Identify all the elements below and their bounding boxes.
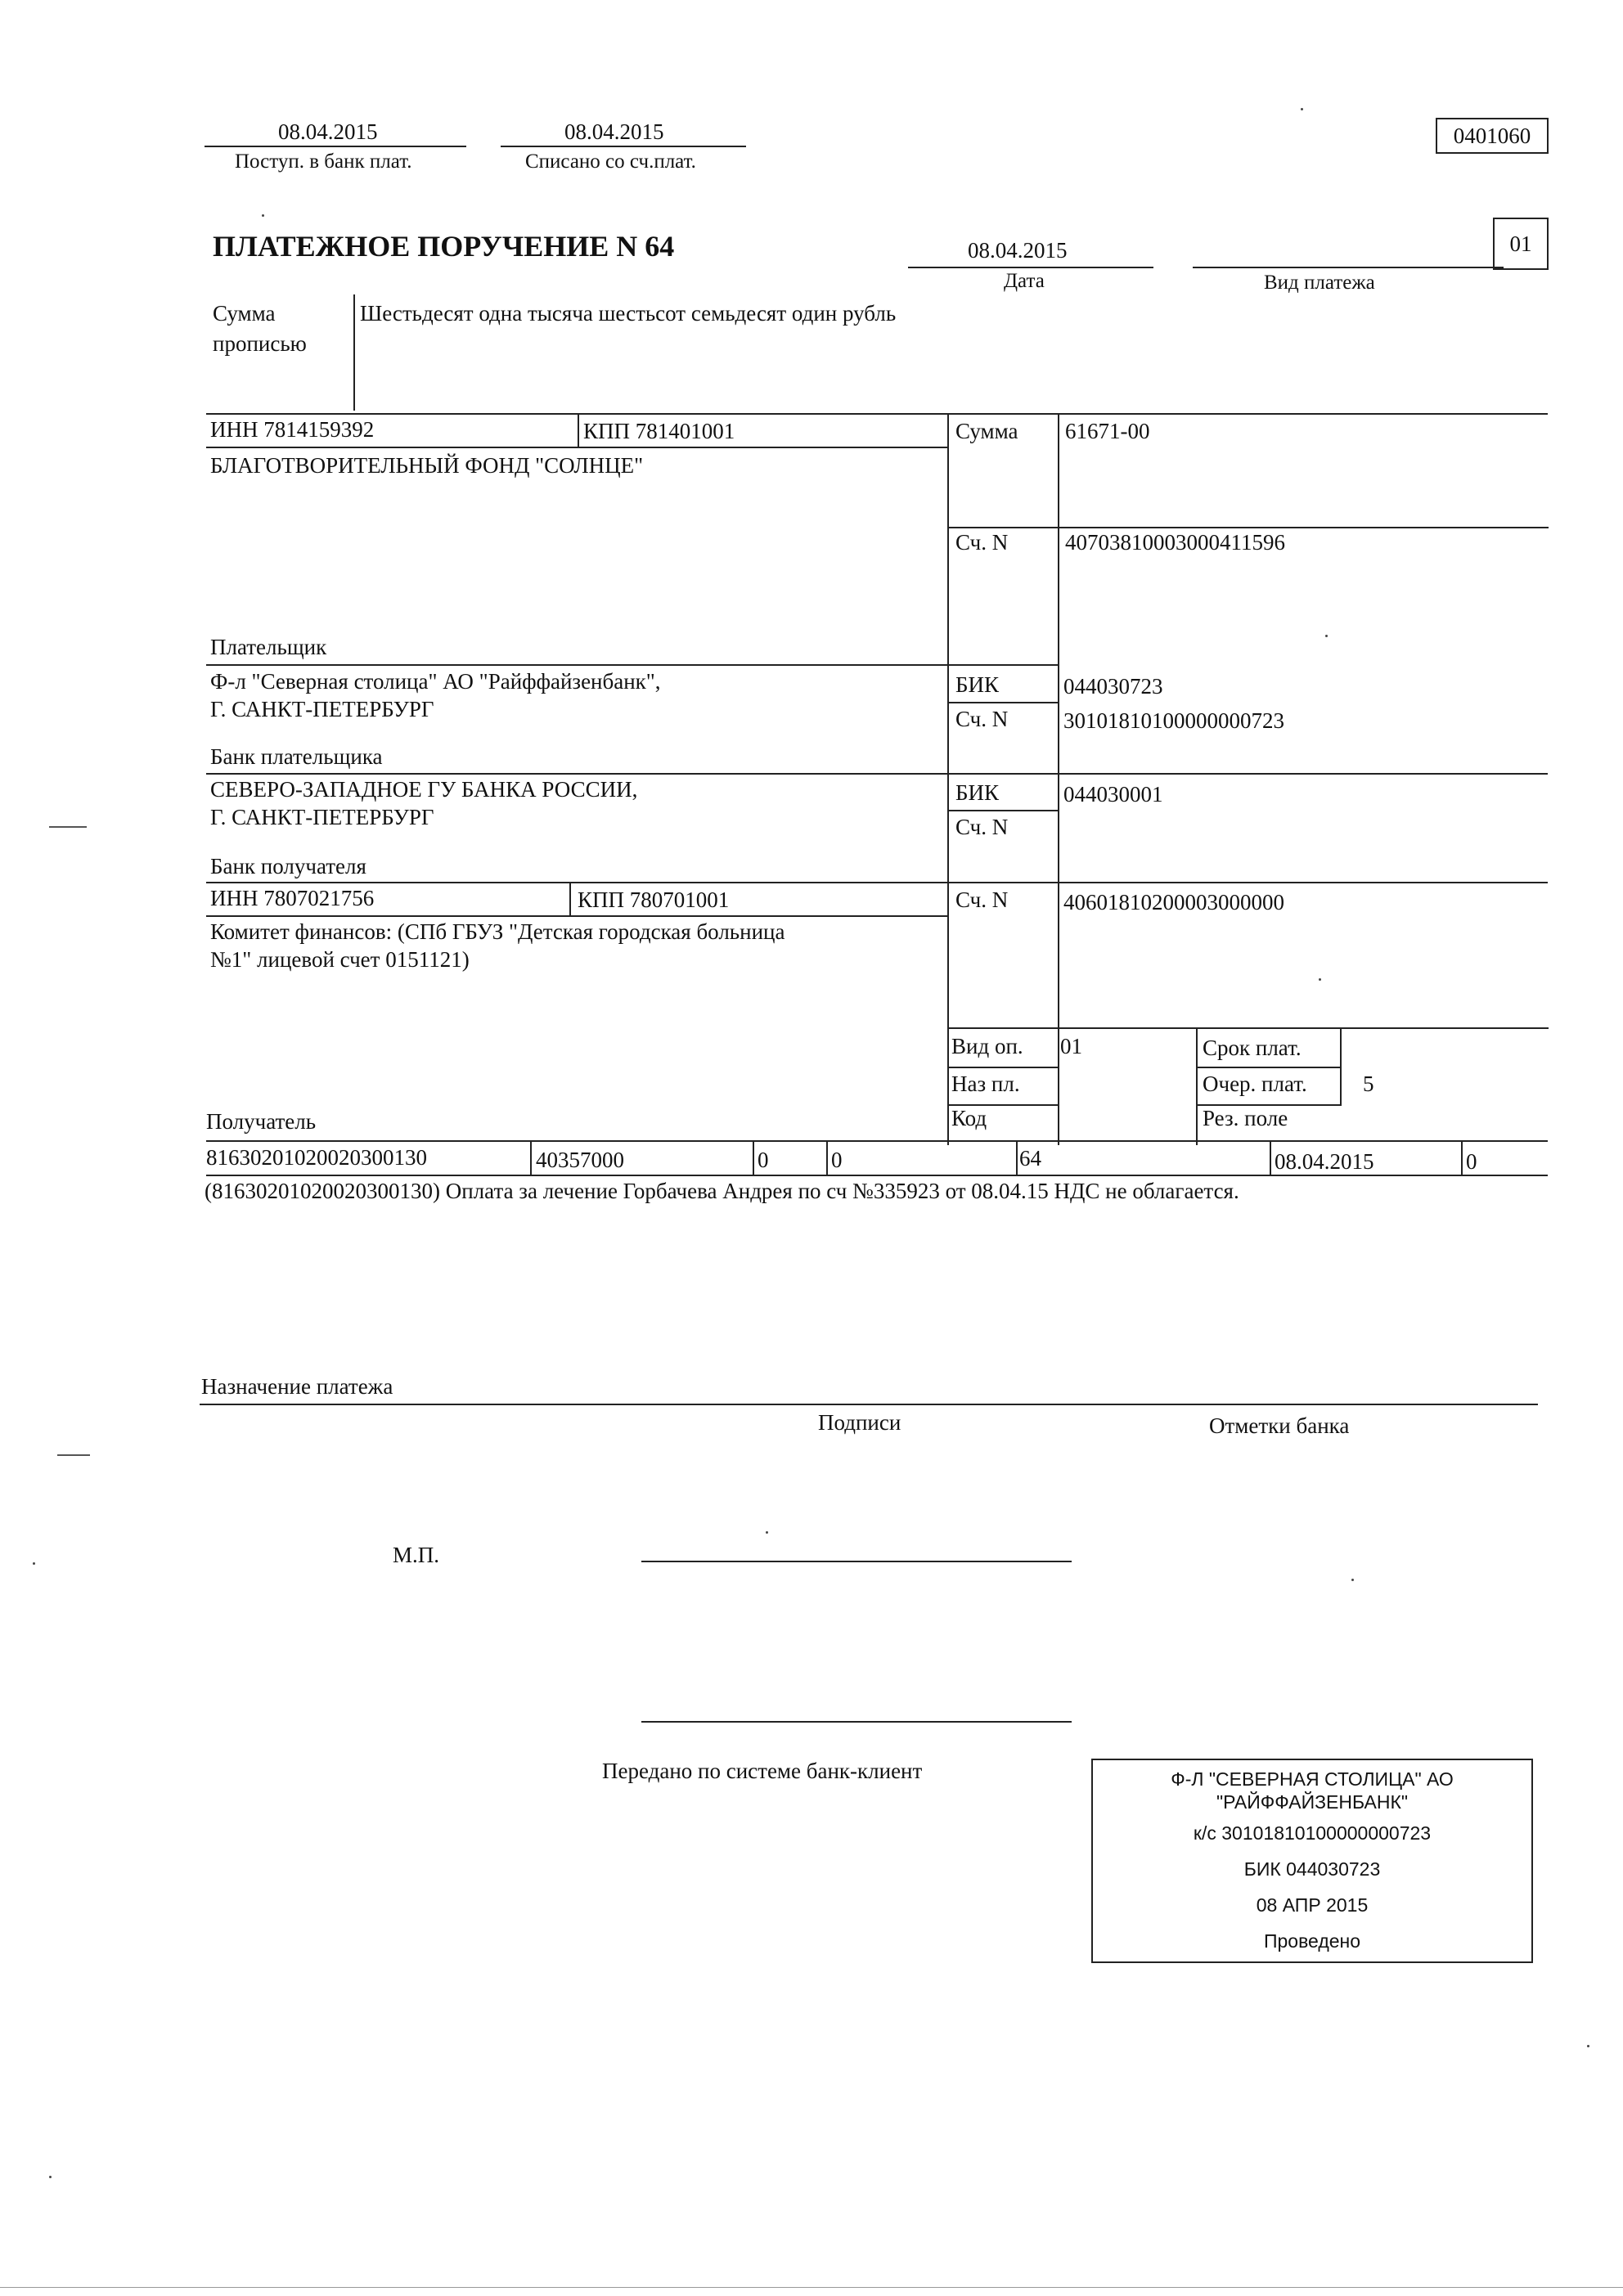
label-received: Поступ. в банк плат. — [235, 151, 412, 173]
tax-field-1: 0 — [758, 1148, 769, 1172]
payee-bank-label: Банк получателя — [210, 854, 366, 878]
tax-kbk: 81630201020020300130 — [206, 1145, 427, 1170]
payer-bank-label: Банк плательщика — [210, 744, 383, 769]
scan-speck — [1587, 2045, 1589, 2047]
rez-pole-label: Рез. поле — [1203, 1106, 1288, 1130]
scan-speck — [1301, 108, 1303, 110]
bank-stamp-line-3: к/с 30101810100000000723 — [1193, 1822, 1432, 1844]
date-label: Дата — [1004, 270, 1045, 292]
bank-marks-label: Отметки банка — [1209, 1413, 1350, 1438]
tax-field-2: 0 — [831, 1148, 843, 1172]
scan-speck — [262, 214, 264, 217]
payee-bank-name-1: СЕВЕРО-ЗАПАДНОЕ ГУ БАНКА РОССИИ, — [210, 777, 638, 802]
payer-kpp-divider — [578, 413, 579, 447]
main-divider-right — [1058, 413, 1059, 1145]
form-code-box — [1436, 118, 1549, 154]
vid-op-label: Вид оп. — [951, 1034, 1023, 1058]
payee-bank-bik-label: БИК — [955, 780, 1000, 805]
payee-account-value: 40601810200003000000 — [1063, 890, 1284, 914]
tax-divider-5 — [1270, 1140, 1271, 1175]
bank-stamp-line-1: Ф-Л "СЕВЕРНАЯ СТОЛИЦА" АО — [1171, 1768, 1454, 1790]
scan-speck — [33, 1562, 35, 1565]
payer-kpp: КПП 781401001 — [583, 419, 735, 443]
bank-stamp-line-2: "РАЙФФАЙЗЕНБАНК" — [1216, 1791, 1409, 1813]
purpose-text: (81630201020020300130) Оплата за лечение Горбачева Андрея по сч №335923 от 08.04.15 НДС не облагается. — [205, 1179, 1239, 1203]
status-code: 01 — [1509, 231, 1532, 256]
payer-account-value: 40703810003000411596 — [1065, 530, 1285, 555]
amount-words-value: Шестьдесят одна тысяча шестьсот семьдесят один рубль — [360, 301, 897, 326]
tax-divider-6 — [1461, 1140, 1463, 1175]
payer-bank-bik-line — [947, 702, 1059, 703]
bank-stamp-line-6: Проведено — [1263, 1930, 1361, 1952]
stamp-place: М.П. — [393, 1543, 440, 1567]
payee-bank-account-label: Сч. N — [955, 815, 1009, 839]
payer-inn-bottom — [206, 447, 949, 448]
payee-top-line — [206, 882, 1548, 883]
signatures-label: Подписи — [818, 1410, 901, 1435]
date-debited: 08.04.2015 — [564, 119, 664, 144]
payee-account-label: Сч. N — [955, 887, 1009, 912]
payee-kpp-divider — [569, 882, 571, 916]
payer-name: БЛАГОТВОРИТЕЛЬНЫЙ ФОНД "СОЛНЦЕ" — [210, 453, 644, 478]
naz-pl-label: Наз пл. — [951, 1072, 1020, 1096]
payee-bottom-line — [206, 1140, 1548, 1142]
scan-speck — [766, 1531, 768, 1534]
payee-name-1: Комитет финансов: (СПб ГБУЗ "Детская городская больница — [210, 919, 785, 944]
payer-bottom-line — [206, 664, 1059, 666]
ocher-plat-value: 5 — [1363, 1072, 1374, 1096]
payee-bank-name-2: Г. САНКТ-ПЕТЕРБУРГ — [210, 805, 434, 829]
bank-stamp — [1091, 1759, 1533, 1963]
signature-line-2 — [641, 1721, 1072, 1723]
tax-divider-4 — [1016, 1140, 1018, 1175]
payment-type-label: Вид платежа — [1264, 272, 1375, 294]
srok-plat-label: Срок плат. — [1203, 1036, 1302, 1060]
payer-bank-name-2: Г. САНКТ-ПЕТЕРБУРГ — [210, 697, 434, 721]
operation-row-line-1 — [947, 1067, 1058, 1068]
amount-words-divider — [353, 294, 355, 411]
bank-stamp-line-5: 08 АПР 2015 — [1256, 1894, 1369, 1916]
amount-words-label-2: прописью — [213, 331, 307, 356]
ocher-plat-label: Очер. плат. — [1203, 1072, 1307, 1096]
purpose-bottom-line — [200, 1404, 1538, 1405]
bank-stamp-line-4: БИК 044030723 — [1243, 1858, 1381, 1880]
payer-bank-name-1: Ф-л "Северная столица" АО "Райффайзенбанк", — [210, 669, 661, 694]
date-received: 08.04.2015 — [278, 119, 378, 144]
amount-words-label-1: Сумма — [213, 301, 276, 326]
page-title: ПЛАТЕЖНОЕ ПОРУЧЕНИЕ N 64 — [213, 230, 675, 263]
sum-bottom-line — [947, 527, 1549, 528]
scan-speck — [49, 2176, 52, 2178]
kod-label: Код — [951, 1106, 987, 1130]
scan-bottom-edge — [0, 2287, 1623, 2288]
scan-speck — [1351, 1579, 1354, 1581]
main-divider-left — [947, 413, 949, 1145]
payee-inn-bottom — [206, 915, 949, 917]
purpose-label: Назначение платежа — [201, 1374, 393, 1399]
tax-oktmo: 40357000 — [536, 1148, 624, 1172]
tax-divider-3 — [826, 1140, 828, 1175]
date-received-line — [205, 146, 466, 147]
tax-field-4: 08.04.2015 — [1275, 1149, 1374, 1174]
document-date-line — [908, 267, 1153, 268]
payee-label: Получатель — [206, 1109, 317, 1134]
document-date: 08.04.2015 — [968, 238, 1068, 263]
operation-row-line-1b — [1196, 1067, 1342, 1068]
operation-top-line — [947, 1027, 1549, 1029]
tax-field-5: 0 — [1466, 1149, 1477, 1174]
payer-account-label: Сч. N — [955, 530, 1009, 555]
payer-bank-bik-label: БИК — [955, 672, 1000, 697]
operation-divider — [1196, 1027, 1198, 1145]
payment-type-line — [1193, 267, 1504, 268]
status-code-box — [1493, 218, 1549, 270]
payer-bank-account-label: Сч. N — [955, 707, 1009, 731]
form-code: 0401060 — [1453, 124, 1531, 148]
tax-bottom-line — [206, 1175, 1548, 1176]
payer-bank-account-value: 30101810100000000723 — [1063, 708, 1284, 733]
signature-line-1 — [641, 1561, 1072, 1562]
transmitted-note: Передано по системе банк-клиент — [602, 1759, 923, 1783]
payee-kpp: КПП 780701001 — [578, 887, 730, 912]
payer-bank-bik-value: 044030723 — [1063, 674, 1163, 699]
tax-field-3: 64 — [1019, 1146, 1041, 1170]
label-debited: Списано со сч.плат. — [525, 151, 696, 173]
date-debited-line — [501, 146, 746, 147]
vid-op-value: 01 — [1060, 1034, 1082, 1058]
tax-divider-1 — [530, 1140, 532, 1175]
payee-inn: ИНН 7807021756 — [210, 886, 375, 910]
payee-name-2: №1" лицевой счет 0151121) — [210, 947, 470, 972]
scan-speck — [1325, 635, 1328, 637]
payer-bank-bottom-line — [206, 773, 1548, 775]
payer-sum-label: Сумма — [955, 419, 1018, 443]
scan-edge-mark — [49, 826, 87, 828]
payer-label: Плательщик — [210, 635, 327, 659]
scan-speck — [1319, 978, 1321, 981]
payer-inn: ИНН 7814159392 — [210, 417, 375, 442]
tax-divider-2 — [753, 1140, 754, 1175]
payee-bank-bik-line — [947, 810, 1059, 811]
payee-bank-bik-value: 044030001 — [1063, 782, 1163, 807]
payer-sum-value: 61671-00 — [1065, 419, 1150, 443]
scan-edge-mark — [57, 1454, 90, 1456]
